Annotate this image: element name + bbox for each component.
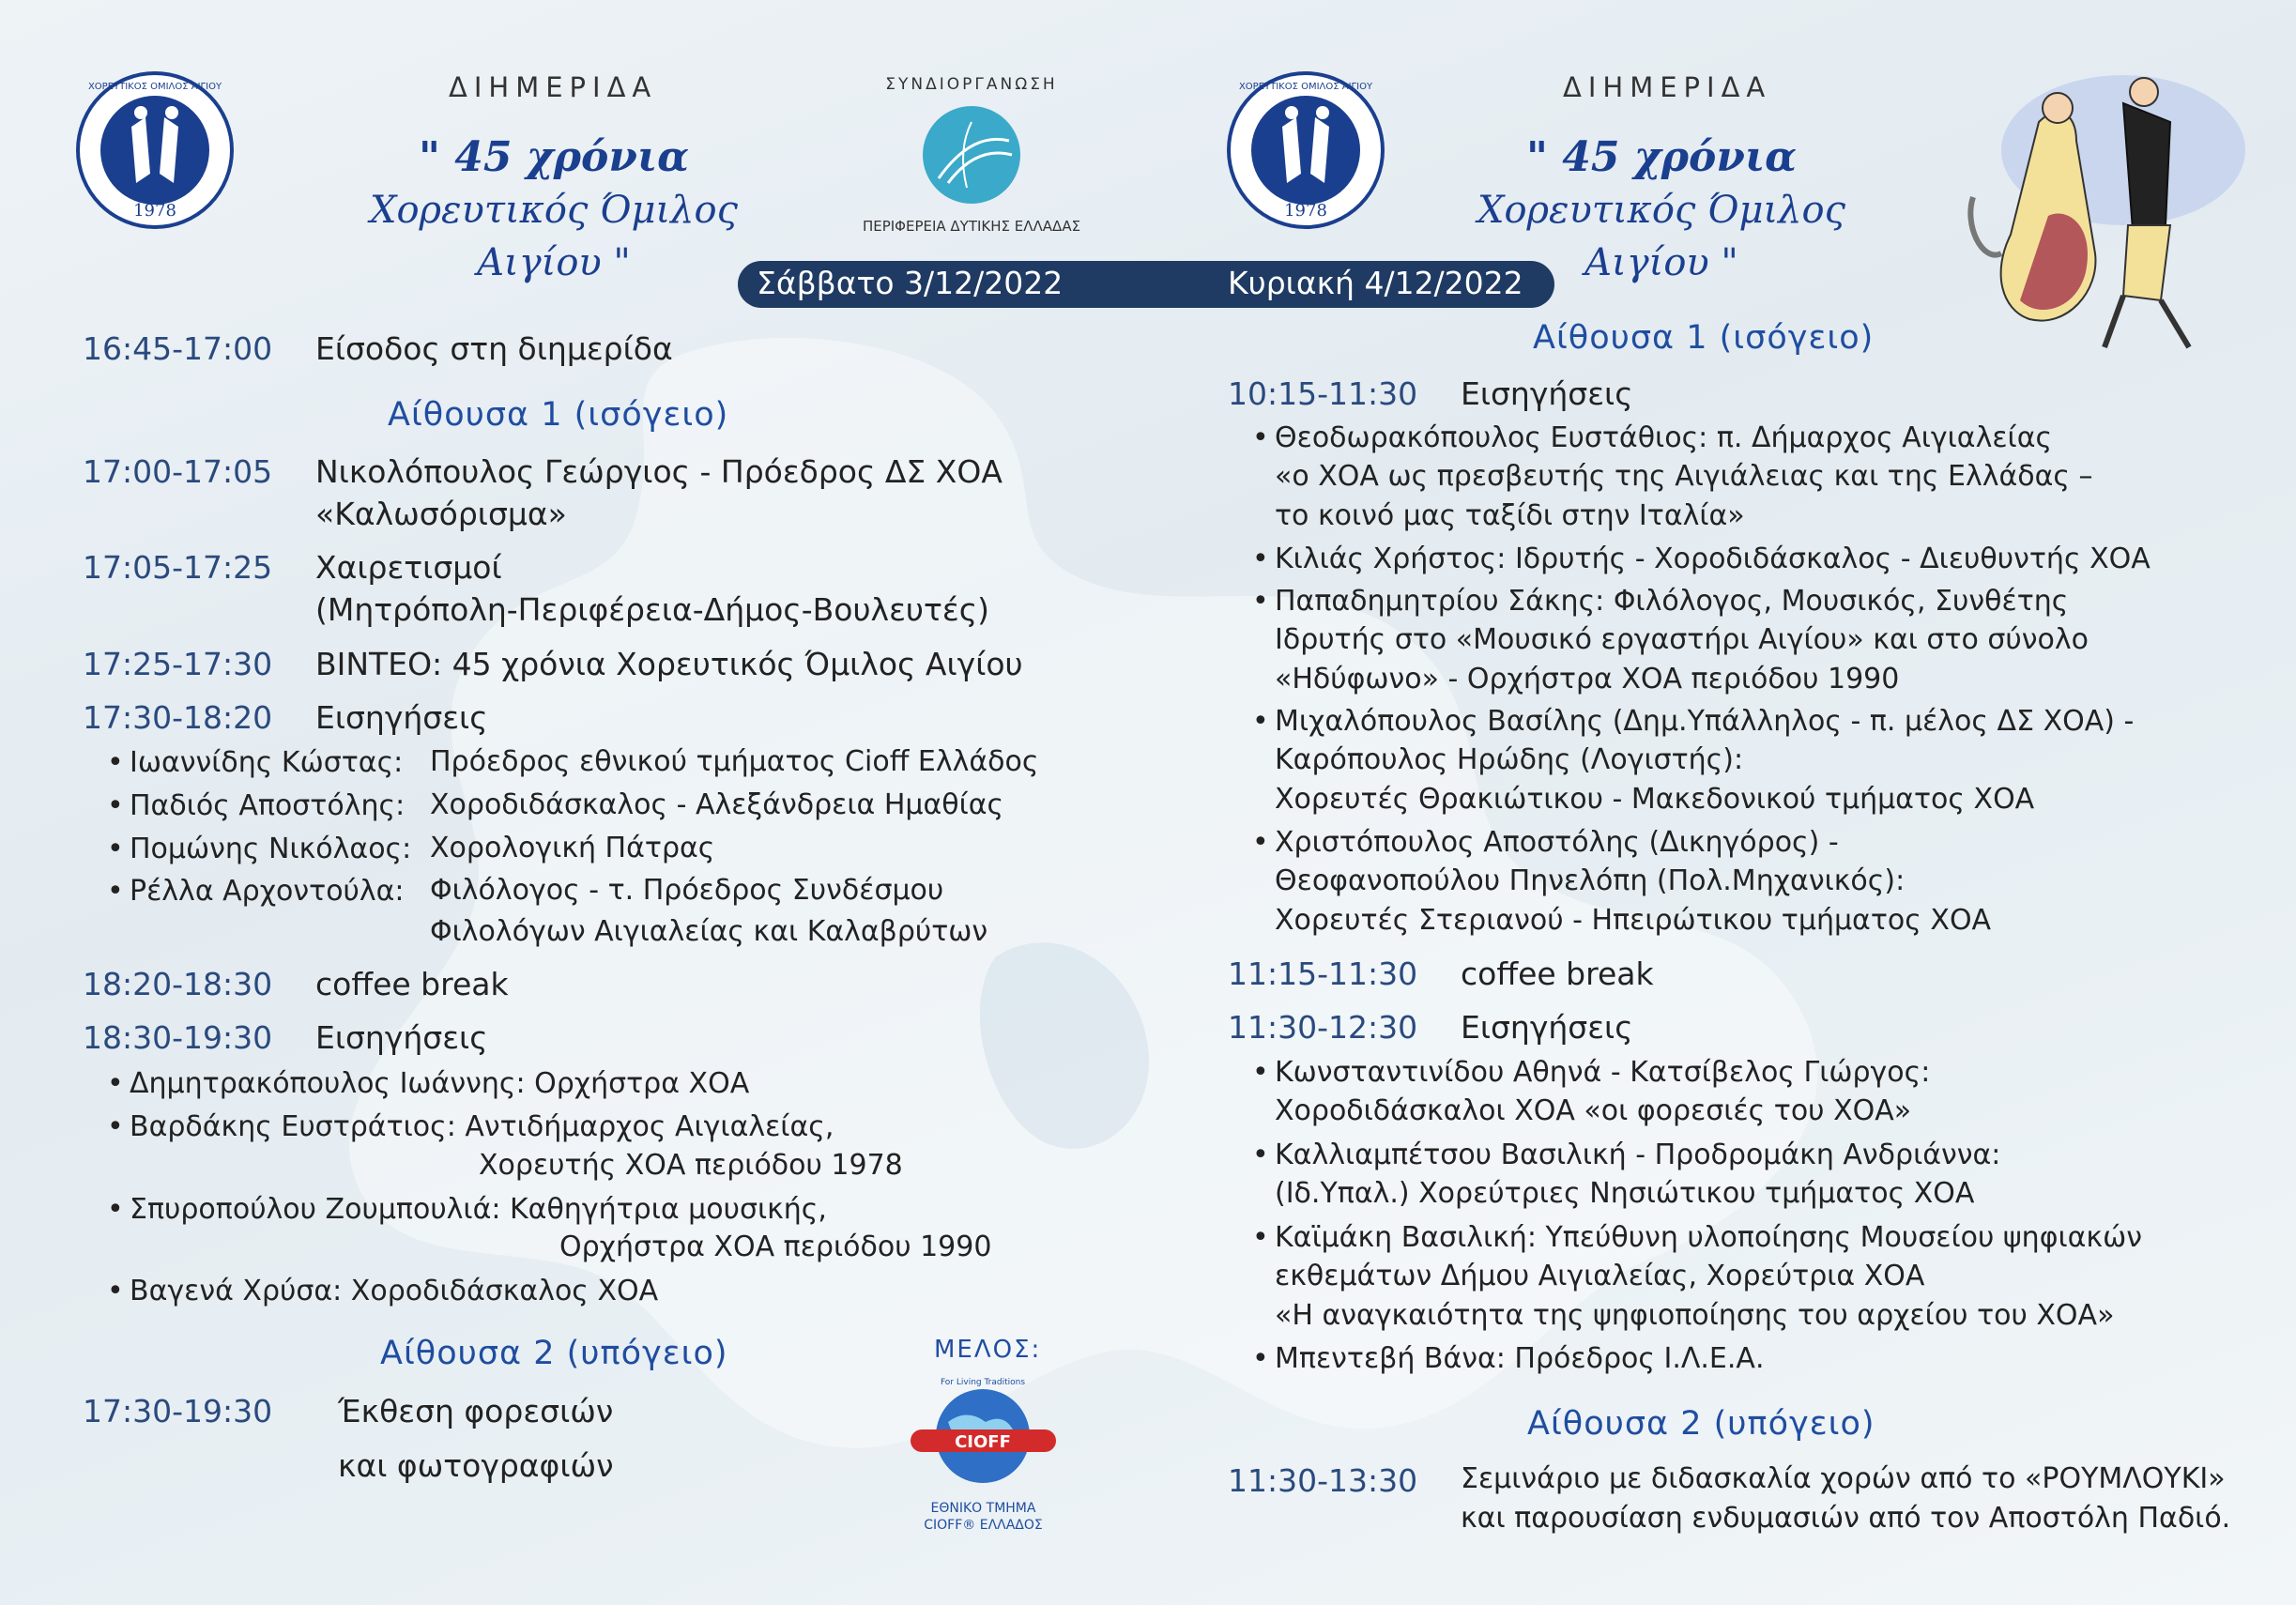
date-bar — [738, 261, 1554, 308]
list-item: • Θεοδωρακόπουλος Ευστάθιος: π. Δήμαρχος Αιγιαλείας — [1275, 419, 2052, 457]
co-organization-label: ΣΥΝΔΙΟΡΓΑΝΩΣΗ — [885, 75, 1058, 94]
list-item-role: Ορχήστρα ΧΟΑ περιόδου 1990 — [559, 1230, 992, 1263]
logo-text: ΧΟΡΕΥΤΙΚΟΣ ΟΜΙΛΟΣ ΑΙΓΙΟΥ — [1238, 82, 1373, 92]
header-right-small: ΔΙΗΜΕΡΙΔΑ — [1563, 71, 1772, 103]
speaker-name: Πομώνης Νικόλαος: — [130, 833, 412, 865]
list-item-detail: (Ιδ.Υπαλ.) Χορεύτριες Νησιώτικου τμήματος ΧΟΑ — [1275, 1177, 1975, 1210]
slot-text: (Μητρόπολη-Περιφέρεια-Δήμος-Βουλευτές) — [315, 591, 989, 628]
list-item: • Κωνσταντινίδου Αθηνά - Κατσίβελος Γιώργος: — [1275, 1053, 1930, 1092]
list-item-detail: το κοινό μας ταξίδι στην Ιταλία» — [1275, 499, 1745, 532]
cioff-logo — [901, 1375, 1065, 1497]
list-item-detail: Χορευτές Στεριανού - Ηπειρώτικου τμήματος ΧΟΑ — [1275, 904, 1992, 937]
list-item-detail: Ιδρυτής στο «Μουσικό εργαστήρι Αιγίου» και στο σύνολο — [1275, 623, 2089, 656]
slot-text: Είσοδος στη διημερίδα — [315, 330, 673, 367]
time-slot: 17:30-19:30 — [83, 1393, 273, 1429]
hall-heading: Αίθουσα 2 (υπόγειο) — [380, 1335, 728, 1372]
time-slot: 16:45-17:00 — [83, 330, 273, 367]
list-item: • Σπυροπούλου Ζουμπουλιά: Καθηγήτρια μουσικής, — [130, 1190, 827, 1229]
list-item-role: Φιλόλογος - τ. Πρόεδρος Συνδέσμου — [430, 874, 944, 907]
list-item-role: Πρόεδρος εθνικού τμήματος Cioff Ελλάδος — [430, 745, 1039, 778]
hall-heading: Αίθουσα 1 (ισόγειο) — [388, 396, 729, 434]
list-item-detail: εκθεμάτων Δήμου Αιγιαλείας, Χορεύτρια ΧΟΑ — [1275, 1260, 1925, 1292]
speaker-name: Ρέλλα Αρχοντούλα: — [130, 875, 405, 908]
list-item — [130, 830, 411, 868]
time-slot: 17:30-18:20 — [83, 699, 273, 736]
date-day1: Σάββατο 3/12/2022 — [757, 265, 1064, 301]
slot-text: Εισηγήσεις — [1461, 375, 1633, 412]
slot-text: Εισηγήσεις — [315, 1019, 488, 1056]
slot-text: και φωτογραφιών — [338, 1447, 614, 1484]
list-item: • Χριστόπουλος Αποστόλης (Δικηγόρος) - — [1275, 823, 1839, 862]
speaker-name: Παδιός Αποστόλης: — [130, 789, 406, 822]
logo-year: 1978 — [133, 201, 176, 221]
time-slot: 17:05-17:25 — [83, 549, 273, 586]
slot-text: «Καλωσόρισμα» — [315, 496, 567, 532]
time-slot: 18:30-19:30 — [83, 1019, 273, 1056]
list-item — [130, 743, 403, 782]
list-item: • Μιχαλόπουλος Βασίλης (Δημ.Υπάλληλος - π. μέλος ΔΣ ΧΟΑ) - — [1275, 702, 2134, 741]
list-item-detail: Θεοφανοπούλου Πηνελόπη (Πολ.Μηχανικός): — [1275, 864, 1906, 897]
logo-text: ΧΟΡΕΥΤΙΚΟΣ ΟΜΙΛΟΣ ΑΙΓΙΟΥ — [87, 82, 222, 92]
club-logo-right — [1226, 70, 1385, 230]
list-item-detail: Χοροδιδάσκαλοι ΧΟΑ «οι φορεσιές του ΧΟΑ» — [1275, 1094, 1912, 1127]
list-item: • Καλλιαμπέτσου Βασιλική - Προδρομάκη Ανδριάννα: — [1275, 1136, 2000, 1174]
list-item: • Καϊμάκη Βασιλική: Υπεύθυνη υλοποίησης Μουσείου ψηφιακών — [1275, 1218, 2142, 1257]
slot-text: Έκθεση φορεσιών — [338, 1393, 614, 1429]
list-item: • Βαγενά Χρύσα: Χοροδιδάσκαλος ΧΟΑ — [130, 1272, 658, 1310]
header-left-title — [310, 131, 798, 289]
cioff-text: CIOFF — [955, 1432, 1011, 1452]
time-slot: 11:15-11:30 — [1228, 955, 1418, 992]
list-item-role: Χορευτής ΧΟΑ περιόδου 1978 — [479, 1149, 903, 1182]
member-line1: ΕΘΝΙΚΟ ΤΜΗΜΑ — [930, 1501, 1036, 1516]
slot-text: Εισηγήσεις — [1461, 1009, 1633, 1046]
member-label: ΜΕΛΟΣ: — [934, 1336, 1042, 1364]
dancers-illustration — [1936, 66, 2255, 366]
logo-year: 1978 — [1284, 201, 1327, 221]
time-slot: 10:15-11:30 — [1228, 375, 1418, 412]
time-slot: 17:00-17:05 — [83, 453, 273, 490]
header-left-small: ΔΙΗΜΕΡΙΔΑ — [449, 71, 658, 103]
slot-text: coffee break — [315, 966, 509, 1002]
list-item-role: Χορολογική Πάτρας — [430, 832, 715, 864]
list-item: • Μπεντεβή Βάνα: Πρόεδρος Ι.Λ.Ε.Α. — [1275, 1339, 1764, 1378]
hall-heading: Αίθουσα 1 (ισόγειο) — [1533, 319, 1875, 357]
speaker-name: Ιωαννίδης Κώστας: — [130, 746, 404, 779]
list-item-role: Χοροδιδάσκαλος - Αλεξάνδρεια Ημαθίας — [430, 788, 1004, 821]
time-slot: 18:20-18:30 — [83, 966, 273, 1002]
member-line2: CIOFF® ΕΛΛΑΔΟΣ — [924, 1518, 1043, 1533]
list-item-detail: «Ηδύφωνο» - Ορχήστρα ΧΟΑ περιόδου 1990 — [1275, 663, 1900, 696]
list-item-detail: Χορευτές Θρακιώτικου - Μακεδονικού τμήματος ΧΟΑ — [1275, 783, 2035, 816]
list-item — [130, 872, 405, 910]
slot-text: και παρουσίαση ενδυμασιών από τον Αποστόλη Παδιό. — [1461, 1502, 2231, 1535]
date-day2: Κυριακή 4/12/2022 — [1228, 265, 1523, 301]
header-left-line2: Χορευτικός Όμιλος Αιγίου " — [369, 189, 739, 284]
list-item — [130, 787, 405, 825]
time-slot: 17:25-17:30 — [83, 646, 273, 682]
slot-text: coffee break — [1461, 955, 1654, 992]
time-slot: 11:30-13:30 — [1228, 1462, 1418, 1499]
cioff-tagline: For Living Traditions — [940, 1378, 1026, 1387]
list-item-detail: Καρόπουλος Ηρώδης (Λογιστής): — [1275, 743, 1744, 776]
list-item: • Παπαδημητρίου Σάκης: Φιλόλογος, Μουσικός, Συνθέτης — [1275, 582, 2068, 620]
list-item-detail: «ο ΧΟΑ ως πρεσβευτής της Αιγιάλειας και της Ελλάδας – — [1275, 460, 2093, 493]
list-item: • Βαρδάκης Ευστράτιος: Αντιδήμαρχος Αιγιαλείας, — [130, 1108, 834, 1146]
slot-text: Σεμινάριο με διδασκαλία χορών από το «ΡΟΥΜΛΟΥΚΙ» — [1461, 1462, 2226, 1495]
slot-text: Χαιρετισμοί — [315, 549, 502, 586]
club-logo-left — [75, 70, 235, 230]
list-item: • Δημητρακόπουλος Ιωάννης: Ορχήστρα ΧΟΑ — [130, 1064, 749, 1103]
header-left-line1: " 45 χρόνια — [418, 133, 690, 181]
slot-text: Εισηγήσεις — [315, 699, 488, 736]
header-right-line2: Χορευτικός Όμιλος Αιγίου " — [1477, 189, 1846, 284]
hall-heading: Αίθουσα 2 (υπόγειο) — [1527, 1405, 1875, 1443]
region-logo — [920, 103, 1023, 206]
member-section — [901, 1500, 1065, 1534]
list-item: • Κιλιάς Χρήστος: Ιδρυτής - Χοροδιδάσκαλος - Διευθυντής ΧΟΑ — [1275, 540, 2151, 578]
header-right-line1: " 45 χρόνια — [1525, 133, 1798, 181]
slot-text: Νικολόπουλος Γεώργιος - Πρόεδρος ΔΣ ΧΟΑ — [315, 453, 1003, 490]
slot-text: ΒΙΝΤΕΟ: 45 χρόνια Χορευτικός Όμιλος Αιγίου — [315, 646, 1023, 682]
region-label: ΠΕΡΙΦΕΡΕΙΑ ΔΥΤΙΚΗΣ ΕΛΛΑΔΑΣ — [862, 218, 1081, 235]
list-item-detail: «Η αναγκαιότητα της ψηφιοποίησης του αρχείου του ΧΟΑ» — [1275, 1299, 2115, 1332]
time-slot: 11:30-12:30 — [1228, 1009, 1418, 1046]
list-item-role: Φιλολόγων Αιγιαλείας και Καλαβρύτων — [430, 915, 988, 948]
